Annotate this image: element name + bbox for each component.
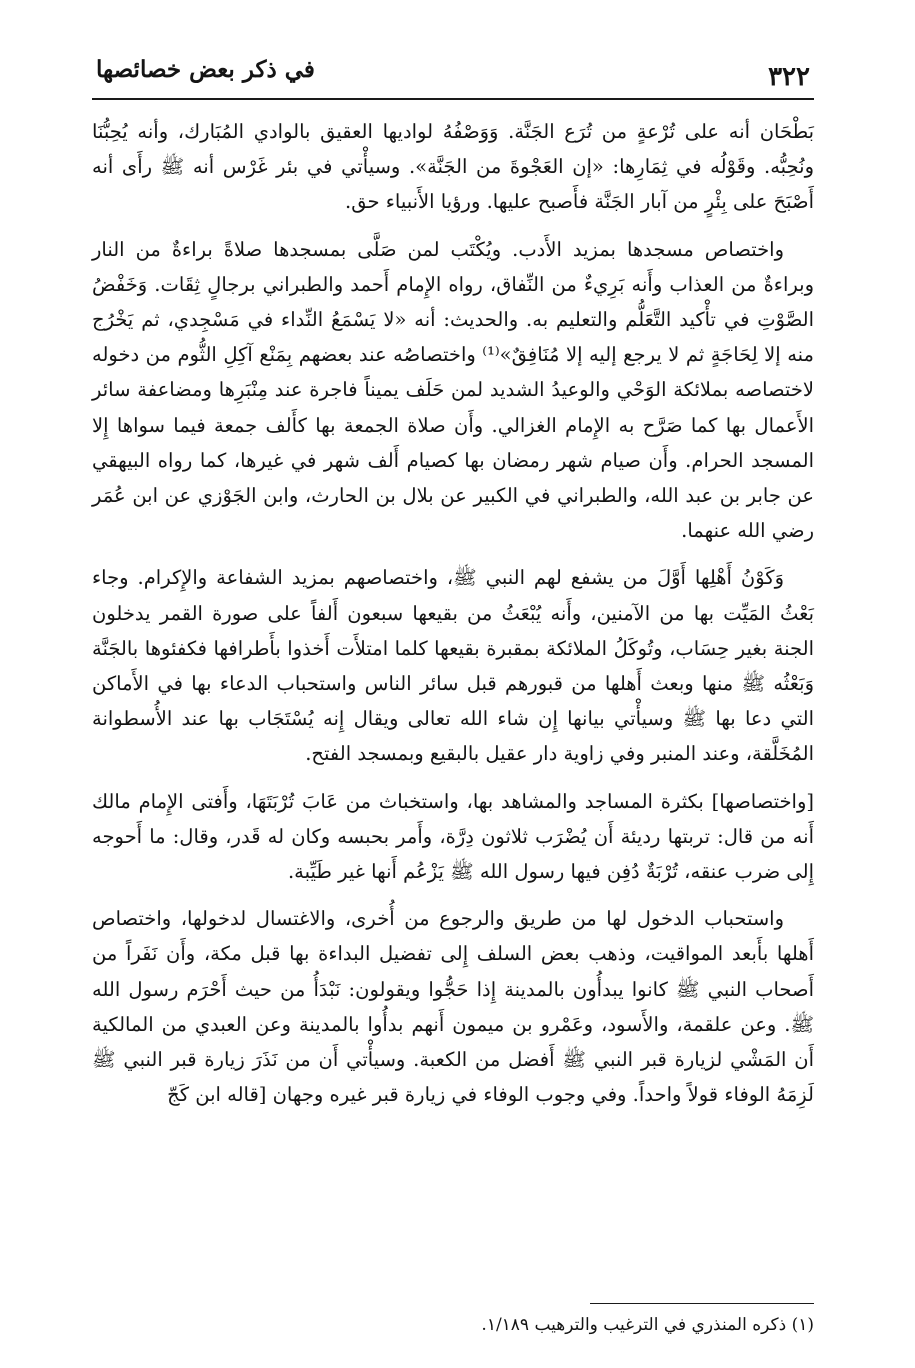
- paragraph-mosques: [واختصاصها] بكثرة المساجد والمشاهد بها، واستخباث من عَابَ تُرْبَتَهَا، وأَفتى الإِمام مالك أَنه من قال: تربتها رديئة أَن يُضْرَب ثلاثون دِرَّة، وأَمر بحبسه وكان له قَدر، وقال: ما أَحوجه إِلى ضرب عنقه، تُرْبَةٌ دُفِن فيها رسول الله ﷺ يَزْعُم أَنها غير طَيِّبة.: [92, 789, 814, 884]
- paragraph-mosque: واختصاص مسجدها بمزيد الأَدب. ويُكْتَب لمن صَلَّى بمسجدها صلاةً براءةٌ من النار وبراءةٌ من العذاب وأَنه بَرِيءٌ من النِّفاق، رواه الإِمام أَحمد والطبراني برجالٍ ثِقَات. وَخَفْضُ الصَّوْتِ في تأْكيد التَّعَلُّم والتعليم به. والحديث: أنه «لا يَسْمَعُ النِّداء في مَسْجِدي، ثم يَخْرُج منه إلا لِحَاجَةٍ ثم لا يرجع إليه إلا مُنَافِقٌ»⁽¹⁾ واختصاصُه عند بعضهم بِمَنْع آكِلِ الثُّوم من دخوله لاختصاصه بملائكة الوَحْي والوعيدُ الشديد لمن حَلَف يميناً فاجرة عند مِنْبَرِها ومضاعفة سائر الأَعمال بها كما صَرَّح به الإِمام الغزالي. وأَن صلاة الجمعة بها كأَلف جمعة فيما سواها إِلا المسجد الحرام. وأَن صيام شهر رمضان بها كصيام أَلف شهر في غيرها، كما رواه البيهقي عن جابر بن عبد الله، والطبراني في الكبير عن بلال بن الحارث، وابن الجَوْزي عن ابن عُمَر رضي الله عنهما.: [92, 237, 814, 543]
- main-text: [92, 114, 814, 1124]
- paragraph-entering: واستحباب الدخول لها من طريق والرجوع من أُخرى، والاغتسال لدخولها، واختصاص أَهلها بأَبعد المواقيت، وذهب بعض السلف إِلى تفضيل البداءة بها قبل مكة، وأَن نَفَراً من أَصحاب النبي ﷺ كانوا يبدأُون بالمدينة إِذا حَجُّوا ويقولون: نَبْدَأُ من حيث أَحْرَم رسول الله ﷺ. وعن علقمة، والأَسود، وعَمْرو بن ميمون أَنهم بدأُوا بالمدينة وعن العبدي من المالكية أَن المَشْي لزيارة قبر النبي ﷺ أَفضل من الكعبة. وسيأْتي أَن من نَذَرَ زيارة قبر النبي ﷺ لَزِمَهُ الوفاء قولاً واحداً. وفي وجوب الوفاء في زيارة قبر غيره وجهان [قاله ابن كَجّ: [92, 907, 814, 1107]
- paragraph-continuation: بَطْحَان أنه على تُرْعةٍ من تُرَع الجَنَّة. وَوَصْفُهُ لواديها العقيق بالوادي المُبَارك، وأنه يُحِبُّنَا ونُحِبُّه. وقَوْلُه في ثِمَارِها: «إن العَجْوةَ من الجَنَّة». وسيأْتي في بئر غَرْس أنه ﷺ رأَى أنه أَصْبَحَ على بِئْرٍ من آبار الجَنَّة فأَصبح عليها. ورؤيا الأَنبياء حق.: [92, 120, 814, 214]
- running-head: [92, 50, 814, 100]
- page-number: ٣٢٢: [768, 62, 810, 92]
- footnote-divider: [590, 1303, 814, 1304]
- footnote: (١) ذكره المنذري في الترغيب والترهيب ١/١٨٩.: [481, 1315, 814, 1335]
- chapter-title: في ذكر بعض خصائصها: [96, 56, 315, 83]
- paragraph-people: وَكَوْنُ أَهْلِها أَوَّلَ من يشفع لهم النبي ﷺ، واختصاصهم بمزيد الشفاعة والإِكرام. وجاء بَعْثُ المَيِّت بها من الآمنين، وأَنه يُبْعَثُ من بقيعها سبعون أَلفاً على صورة القمر يدخلون الجنة بغير حِسَاب، وتُوكَلُ الملائكة بمقبرة بقيعها كلما امتلأَت أَخذوا بأَطرافها فكفئوها بالجَنَّة وَبَعْثُه ﷺ منها وبعث أَهلها من قبورهم قبل سائر الناس واستحباب الدعاء بها في الأَماكن التي دعا بها ﷺ وسيأْتي بيانها إِن شاء الله تعالى ويقال إِنه يُسْتَجَاب بها عند الأُسطوانة المُخَلَّقة، وعند المنبر وفي زاوية دار عقيل بالبقيع وبمسجد الفتح.: [92, 566, 814, 766]
